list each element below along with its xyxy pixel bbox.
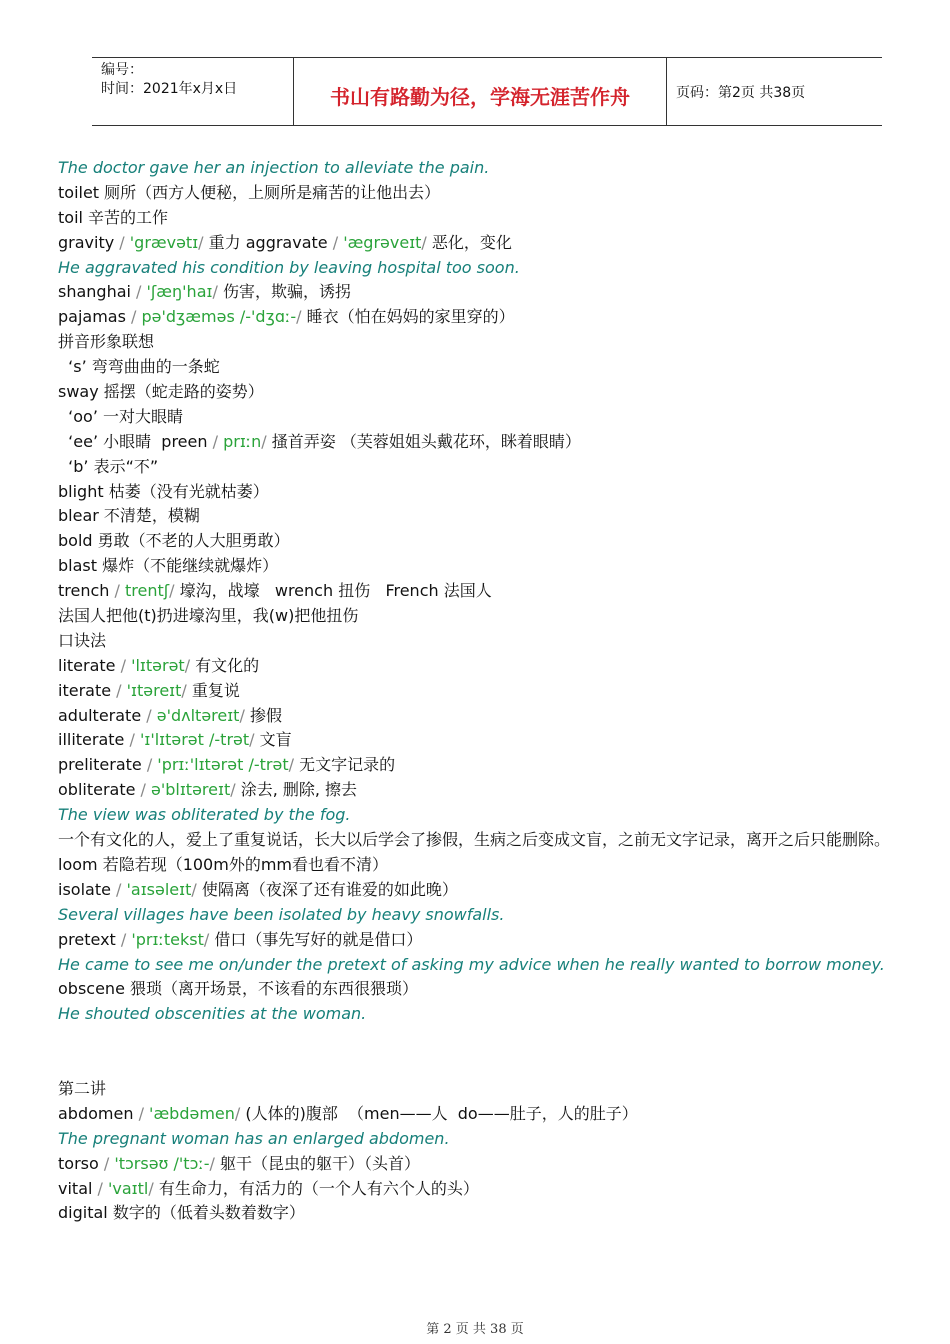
vocab-meaning: 无文字记录的: [299, 755, 396, 775]
vocab-word: shanghai: [58, 282, 131, 302]
vocab-word: trench: [58, 581, 110, 601]
vocab-entry: [58, 1152, 920, 1177]
line-text: blast 爆炸（不能继续就爆炸）: [58, 556, 279, 576]
line-text: toil 辛苦的工作: [58, 207, 169, 227]
phonetic: ə'dʌltəreɪt: [156, 705, 240, 725]
phonetic-group: / 'vaɪtl/: [92, 1178, 159, 1198]
vocab-meaning: 搔首弄姿 （芙蓉姐姐头戴花环，眯着眼睛）: [271, 431, 581, 451]
vocab-meaning: 重复说: [191, 680, 240, 700]
vocab-entry: [58, 778, 920, 803]
vocab-entry: [58, 579, 920, 604]
text-line: [58, 181, 920, 206]
text-line: [58, 480, 920, 505]
vocab-word: obliterate: [58, 780, 136, 800]
line-text: loom 若隐若现（100m外的mm看也看不清）: [58, 854, 388, 874]
vocab-word: ‘ee’ 小眼睛 preen: [58, 431, 208, 451]
paragraph: [58, 828, 920, 853]
text-line: [58, 355, 920, 380]
vocab-entry: [58, 305, 920, 330]
example-text: The view was obliterated by the fog.: [58, 805, 351, 825]
vocab-entry: [58, 704, 920, 729]
text-line: [58, 554, 920, 579]
vocab-word: pajamas: [58, 307, 126, 327]
text-line: [58, 504, 920, 529]
vocab-word: torso: [58, 1153, 99, 1173]
vocab-meaning: 掺假: [249, 705, 282, 725]
text-line: [58, 977, 920, 1002]
phonetic-group: / 'prɪːtekst/: [115, 929, 215, 949]
example-sentence: [58, 1002, 920, 1027]
phonetic-group: / prɪːn/: [207, 431, 272, 451]
vocab-meaning: 文盲: [259, 730, 292, 750]
vocab-meaning: 躯干（昆虫的躯干）（头首）: [220, 1153, 421, 1173]
vocab-meaning: 有生命力，有活力的（一个人有六个人的头）: [158, 1178, 479, 1198]
phonetic: 'tɔrsəʊ /'tɔː-: [114, 1153, 210, 1173]
spacer: [58, 1027, 920, 1077]
text-line: [58, 206, 920, 231]
example-text: He shouted obscenities at the woman.: [58, 1004, 367, 1024]
phonetic: ə'blɪtəreɪt: [151, 780, 231, 800]
vocab-entry: [58, 231, 920, 256]
header-page-label: 页码：第2页 共38页: [676, 85, 806, 101]
phonetic-group: / 'æbdəmen/: [133, 1103, 246, 1123]
phonetic: 'vaɪtl: [108, 1178, 149, 1198]
page-footer: 第 2 页 共 38 页: [426, 1322, 524, 1337]
phonetic: prɪːn: [223, 431, 262, 451]
line-text: sway 摇摆（蛇走路的姿势）: [58, 382, 264, 402]
text-line: [58, 529, 920, 554]
example-text: The pregnant woman has an enlarged abdomen.: [58, 1128, 450, 1148]
example-sentence: [58, 1127, 920, 1152]
phonetic-group: / ə'blɪtəreɪt/: [135, 780, 241, 800]
vocab-meaning: 使隔离（夜深了还有谁爱的如此晚）: [201, 879, 458, 899]
header-bottom-border: [92, 125, 882, 126]
document-body: [58, 156, 920, 1226]
vocab-entry: [58, 430, 920, 455]
vocab-entry: [58, 280, 920, 305]
header-number-label: 编号：: [101, 62, 143, 78]
vocab-word: illiterate: [58, 730, 125, 750]
phonetic-group: / 'tɔrsəʊ /'tɔː-/: [98, 1153, 221, 1173]
example-text: Several villages have been isolated by heavy snowfalls.: [58, 904, 505, 924]
phonetic: 'ægrəveɪt: [343, 232, 422, 252]
phonetic: 'grævətɪ: [129, 232, 199, 252]
phonetic-group: / 'aɪsəleɪt/: [110, 879, 202, 899]
vocab-meaning: 壕沟，战壕 wrench 扭伤 French 法国人: [179, 581, 492, 601]
vocab-word: gravity: [58, 232, 115, 252]
line-text: blear 不清楚，模糊: [58, 506, 200, 526]
vocab-meaning: 借口（事先写好的就是借口）: [214, 929, 423, 949]
header-motto: 书山有路勤为径，学海无涯苦作舟: [330, 85, 630, 109]
example-text: He came to see me on/under the pretext of asking my advice when he really wanted to borrow money.: [58, 954, 885, 974]
phonetic: 'lɪtərət: [131, 655, 185, 675]
line-text: 拼音形象联想: [58, 332, 155, 352]
vocab-meaning: 伤害，欺骗，诱拐: [222, 282, 351, 302]
phonetic: 'prɪːtekst: [131, 929, 204, 949]
vocab-meaning-related: 恶化，变化: [431, 232, 512, 252]
line-text: digital 数字的（低着头数着数字）: [58, 1203, 305, 1223]
vocab-entry: [58, 878, 920, 903]
vocab-entry: [58, 654, 920, 679]
phonetic-group: / 'prɪː'lɪtərət /-trət/: [141, 755, 300, 775]
line-text: obscene 猥琐（离开场景，不该看的东西很猥琐）: [58, 979, 418, 999]
phonetic: 'prɪː'lɪtərət /-trət: [157, 755, 289, 775]
header-time-label: 时间：2021年x月x日: [101, 81, 238, 97]
example-sentence: [58, 953, 920, 978]
example-sentence: [58, 256, 920, 281]
paragraph-text: 一个有文化的人，爱上了重复说话，长大以后学会了掺假，生病之后变成文盲，之前无文字记录，离开之后只能删除。: [58, 830, 891, 850]
example-sentence: [58, 803, 920, 828]
vocab-meaning: 有文化的: [195, 655, 260, 675]
vocab-entry: [58, 753, 920, 778]
vocab-meaning: (人体的)腹部 （men——人 do——肚子，人的肚子）: [245, 1103, 638, 1123]
phonetic-group: / trentʃ/: [109, 581, 180, 601]
vocab-word: adulterate: [58, 705, 142, 725]
header-top-border: [92, 57, 882, 58]
line-text: ‘b’ 表示“不”: [58, 456, 159, 476]
line-text: 口诀法: [58, 630, 107, 650]
vocab-entry: [58, 728, 920, 753]
phonetic: 'aɪsəleɪt: [126, 879, 192, 899]
vocab-meaning: 重力: [208, 232, 241, 252]
vocab-entry: [58, 1177, 920, 1202]
phonetic: trentʃ: [124, 581, 170, 601]
vocab-word: preliterate: [58, 755, 142, 775]
vocab-entry: [58, 928, 920, 953]
text-line: [58, 1201, 920, 1226]
example-text: He aggravated his condition by leaving hospital too soon.: [58, 257, 520, 277]
line-text: ‘s’ 弯弯曲曲的一条蛇: [58, 357, 220, 377]
text-line: [58, 629, 920, 654]
line-text: 法国人把他(t)扔进壕沟里，我(w)把他扭伤: [58, 606, 359, 626]
vocab-word-related: aggravate: [245, 232, 328, 252]
phonetic: 'ʃæŋ'haɪ: [146, 282, 213, 302]
line-text: ‘oo’ 一对大眼睛: [58, 406, 184, 426]
phonetic: 'æbdəmen: [149, 1103, 235, 1123]
phonetic-group: / pə'dʒæməs /-'dʒɑː-/: [125, 307, 307, 327]
phonetic-group: / 'lɪtərət/: [115, 655, 196, 675]
vocab-word: vital: [58, 1178, 93, 1198]
example-sentence: [58, 903, 920, 928]
line-text: bold 勇敢（不老的人大胆勇敢）: [58, 531, 290, 551]
vocab-entry: [58, 1102, 920, 1127]
phonetic-group: / 'grævətɪ/: [114, 232, 209, 252]
vocab-word: pretext: [58, 929, 116, 949]
example-sentence: [58, 156, 920, 181]
vocab-word: literate: [58, 655, 116, 675]
vocab-word: isolate: [58, 879, 111, 899]
text-line: [58, 330, 920, 355]
vocab-meaning: 涂去, 删除, 擦去: [240, 780, 358, 800]
line-text: toilet 厕所（西方人便秘，上厕所是痛苦的让他出去）: [58, 182, 441, 202]
phonetic-group: / 'ʃæŋ'haɪ/: [130, 282, 223, 302]
text-line: [58, 604, 920, 629]
header-divider-2: [666, 58, 667, 126]
text-line: [58, 455, 920, 480]
vocab-word: iterate: [58, 680, 112, 700]
text-line: [58, 1077, 920, 1102]
vocab-entry: [58, 679, 920, 704]
phonetic-group: / 'ægrəveɪt/: [327, 232, 432, 252]
example-text: The doctor gave her an injection to alleviate the pain.: [58, 158, 490, 177]
line-text: 第二讲: [58, 1078, 107, 1098]
vocab-word: abdomen: [58, 1103, 134, 1123]
line-text: blight 枯萎（没有光就枯萎）: [58, 481, 269, 501]
phonetic-group: / 'ɪtəreɪt/: [111, 680, 192, 700]
phonetic-group: / ə'dʌltəreɪt/: [141, 705, 250, 725]
text-line: [58, 853, 920, 878]
text-line: [58, 405, 920, 430]
phonetic: 'ɪ'lɪtərət /-trət: [139, 730, 250, 750]
phonetic: pə'dʒæməs /-'dʒɑː-: [141, 307, 297, 327]
phonetic: 'ɪtəreɪt: [126, 680, 182, 700]
phonetic-group: / 'ɪ'lɪtərət /-trət/: [124, 730, 260, 750]
vocab-meaning: 睡衣（怕在妈妈的家里穿的）: [306, 307, 515, 327]
text-line: [58, 380, 920, 405]
